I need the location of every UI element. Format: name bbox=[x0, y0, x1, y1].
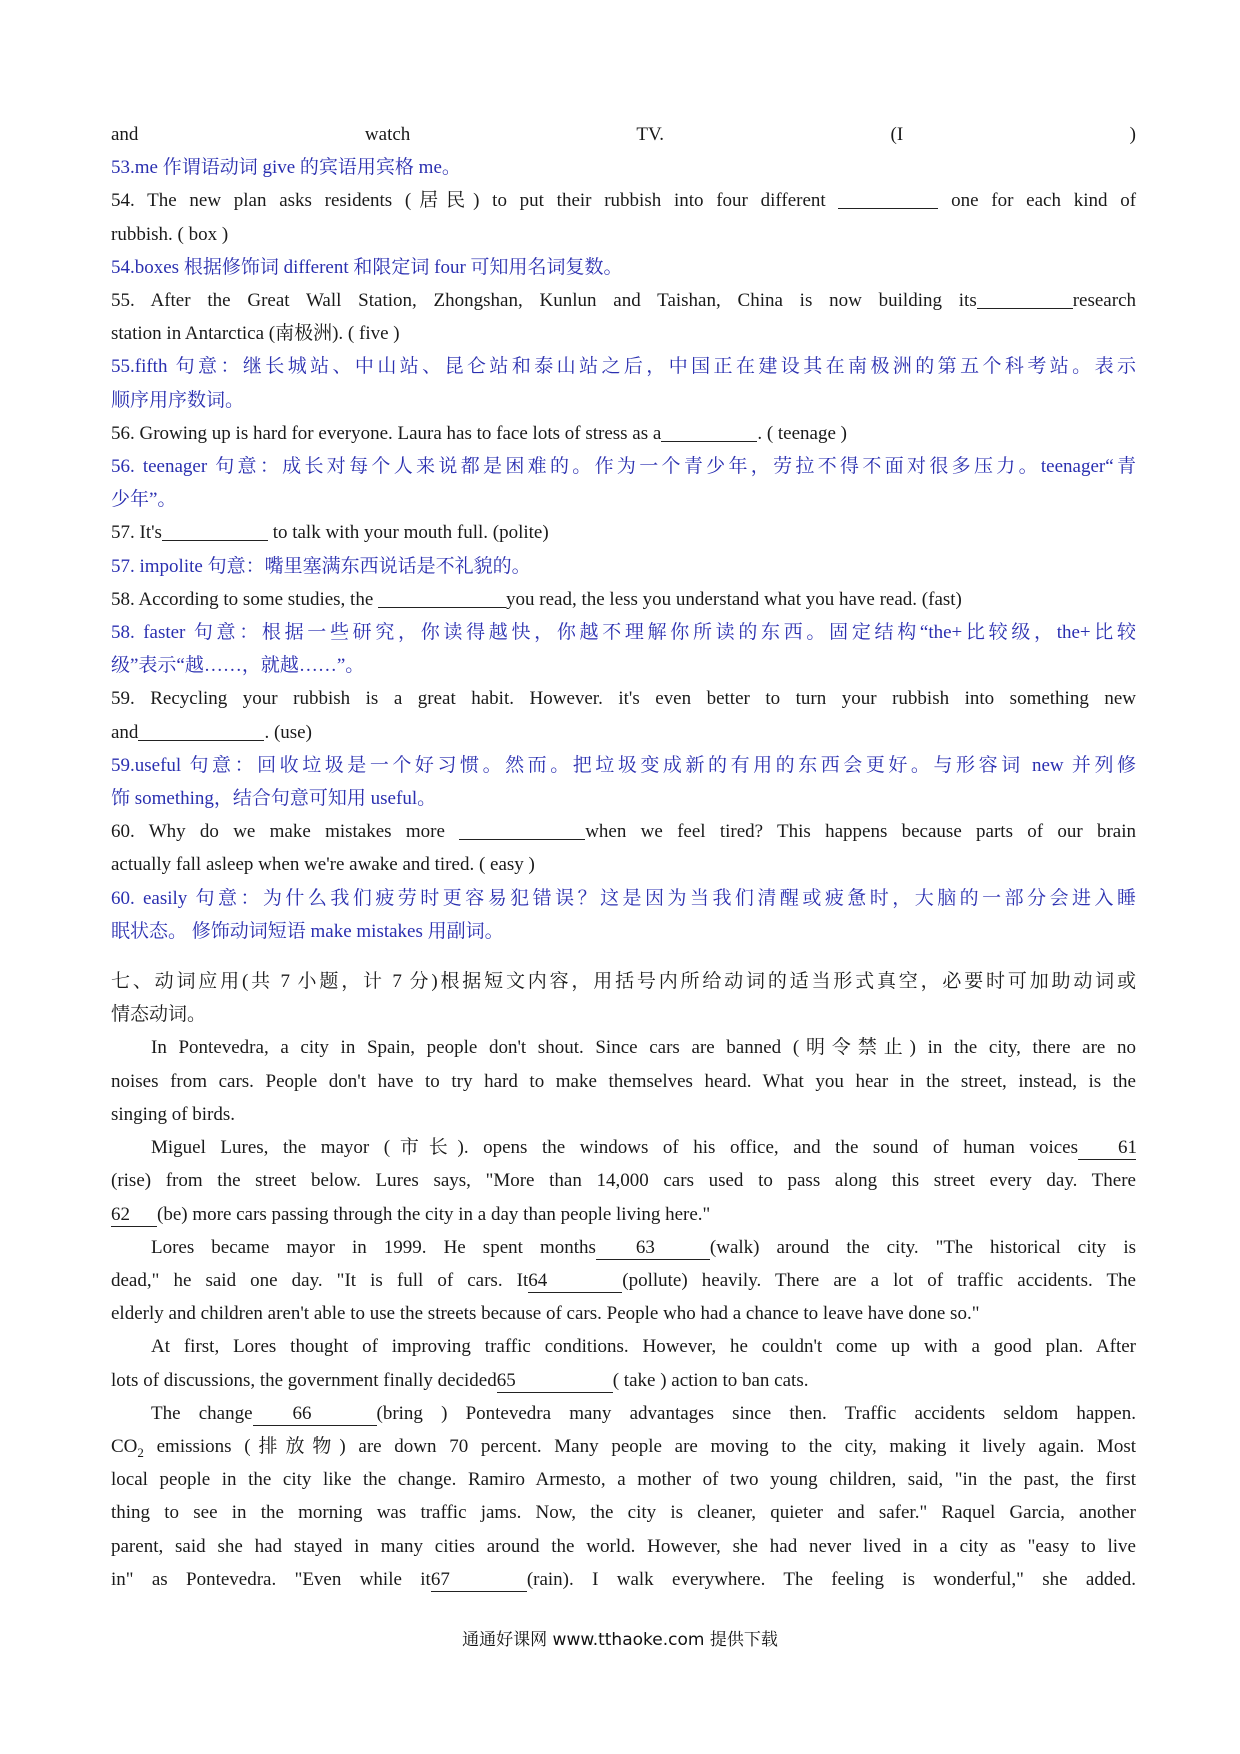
answer-55-cont: 顺序用序数词。 bbox=[111, 389, 245, 411]
answer-55: 55.fifth 句意：继长城站、中山站、昆仑站和泰山站之后，中国正在建设其在南极洲的第五个科考站。表示 bbox=[111, 356, 1136, 378]
passage-line: Lores became mayor in 1999. He spent months 63 (walk) around the city. "The historical city is bbox=[151, 1236, 1136, 1258]
passage-line: In Pontevedra, a city in Spain, people don't shout. Since cars are banned (明令禁止) in the city, there are no bbox=[151, 1037, 1136, 1059]
section-title-bold: 七、动词应用(共 7 小题，计 7 分) bbox=[111, 971, 438, 993]
answer-blank bbox=[378, 587, 506, 608]
question-54-cont: rubbish. ( box ) bbox=[111, 223, 229, 245]
passage-line: dead," he said one day. "It is full of cars. It64 (pollute) heavily. There are a lot of traffic accidents. The bbox=[111, 1269, 1136, 1291]
blank-65: 65 bbox=[497, 1370, 613, 1393]
question-54: 54. The new plan asks residents (居民) to put their rubbish into four different one for each kind of bbox=[111, 190, 1137, 212]
blank-67: 67 bbox=[431, 1569, 527, 1592]
answer-blank bbox=[661, 421, 757, 442]
passage-line: 62 (be) more cars passing through the city in a day than people living here." bbox=[111, 1203, 711, 1225]
passage-line: singing of birds. bbox=[111, 1103, 236, 1125]
question-55-cont: station in Antarctica (南极洲). ( five ) bbox=[111, 323, 400, 345]
blank-61: 61 bbox=[1078, 1137, 1136, 1160]
answer-56-cont: 少年”。 bbox=[111, 489, 177, 511]
passage-line: elderly and children aren't able to use the streets because of cars. People who had a chance to leave have done so." bbox=[111, 1303, 980, 1325]
question-60: 60. Why do we make mistakes more when we feel tired? This happens because parts of our brain bbox=[111, 821, 1137, 843]
passage-line: noises from cars. People don't have to try hard to make themselves heard. What you hear in the street, instead, is the bbox=[111, 1070, 1136, 1092]
answer-60-cont: 眠状态。 修饰动词短语 make mistakes 用副词。 bbox=[111, 920, 504, 942]
passage-line: lots of discussions, the government finally decided65 ( take ) action to ban cats. bbox=[111, 1369, 809, 1391]
answer-60: 60. easily 句意：为什么我们疲劳时更容易犯错误？这是因为当我们清醒或疲惫时，大脑的一部分会进入睡 bbox=[111, 887, 1136, 909]
answer-blank bbox=[459, 819, 585, 840]
passage-line: (rise) from the street below. Lures says, "More than 14,000 cars used to pass along this street every day. There bbox=[111, 1170, 1136, 1192]
passage-line: in" as Pontevedra. "Even while it67 (rain). I walk everywhere. The feeling is wonderful," she added. bbox=[111, 1568, 1137, 1590]
blank-63: 63 bbox=[596, 1237, 710, 1260]
answer-56: 56. teenager 句意：成长对每个人来说都是困难的。作为一个青少年，劳拉不得不面对很多压力。teenager“青 bbox=[111, 456, 1136, 478]
page-footer: 通通好课网 www.tthaoke.com 提供下载 bbox=[462, 1630, 778, 1650]
answer-57: 57. impolite 句意：嘴里塞满东西说话是不礼貌的。 bbox=[111, 555, 531, 577]
answer-58-cont: 级”表示“越……，就越……”。 bbox=[111, 655, 365, 677]
answer-blank bbox=[162, 520, 268, 541]
question-57: 57. It's to talk with your mouth full. (polite) bbox=[111, 522, 549, 544]
passage bbox=[111, 1031, 1136, 1595]
question-55: 55. After the Great Wall Station, Zhongshan, Kunlun and Taishan, China is now building its research bbox=[111, 290, 1136, 312]
document-page bbox=[111, 118, 1136, 1596]
passage-line: The change 66 (bring ) Pontevedra many advantages since then. Traffic accidents seldom happen. bbox=[151, 1402, 1136, 1424]
question-58: 58. According to some studies, the you read, the less you understand what you have read. (fast) bbox=[111, 588, 962, 610]
passage-line: parent, said she had stayed in many cities around the world. However, she had never lived in a city as "easy to live bbox=[111, 1535, 1136, 1557]
answer-blank bbox=[977, 288, 1073, 309]
section-title-cont: 情态动词。 bbox=[111, 1004, 207, 1026]
passage-line: thing to see in the morning was traffic jams. Now, the city is cleaner, quieter and safer." Raquel Garcia, another bbox=[111, 1502, 1136, 1524]
answer-59-cont: 饰 something，结合句意可知用 useful。 bbox=[111, 788, 437, 810]
passage-line: At first, Lores thought of improving traffic conditions. However, he couldn't come up with a good plan. After bbox=[151, 1336, 1136, 1358]
answer-blank bbox=[138, 720, 264, 741]
question-59: 59. Recycling your rubbish is a great habit. However. it's even better to turn your rubbish into something new bbox=[111, 688, 1136, 710]
answer-58: 58. faster 句意：根据一些研究，你读得越快，你越不理解你所读的东西。固定结构“the+比较级，the+比较 bbox=[111, 622, 1136, 644]
passage-line: $CO_2$ emissions (排放物) are down 70 percent. Many people are moving to the city, making it lively again. Most bbox=[111, 1435, 1136, 1460]
passage-line: Miguel Lures, the mayor (市长). opens the windows of his office, and the sound of human voices 61 bbox=[151, 1137, 1137, 1159]
answer-59: 59.useful 句意：回收垃圾是一个好习惯。然而。把垃圾变成新的有用的东西会更好。与形容词 new 并列修 bbox=[111, 754, 1136, 776]
answer-54: 54.boxes 根据修饰词 different 和限定词 four 可知用名词复数。 bbox=[111, 256, 623, 278]
answer-blank bbox=[838, 188, 938, 209]
question-60-cont: actually fall asleep when we're awake and tired. ( easy ) bbox=[111, 854, 535, 876]
question-56: 56. Growing up is hard for everyone. Laura has to face lots of stress as a . ( teenage ) bbox=[111, 422, 847, 444]
blank-62: 62 bbox=[111, 1204, 157, 1227]
blank-64: 64 bbox=[528, 1270, 622, 1293]
passage-line: local people in the city like the change. Ramiro Armesto, a mother of two young children, said, "in the past, the first bbox=[111, 1469, 1136, 1491]
section-title: 七、动词应用(共 7 小题，计 7 分)根据短文内容，用括号内所给动词的适当形式真空，必要时可加助动词或 bbox=[111, 971, 1136, 993]
blank-66: 66 bbox=[253, 1403, 377, 1426]
answer-53: 53.me 作谓语动词 give 的宾语用宾格 me。 bbox=[111, 157, 461, 179]
text-line: and watch TV. (I ) bbox=[111, 124, 1136, 145]
question-59-cont: and . (use) bbox=[111, 721, 312, 743]
